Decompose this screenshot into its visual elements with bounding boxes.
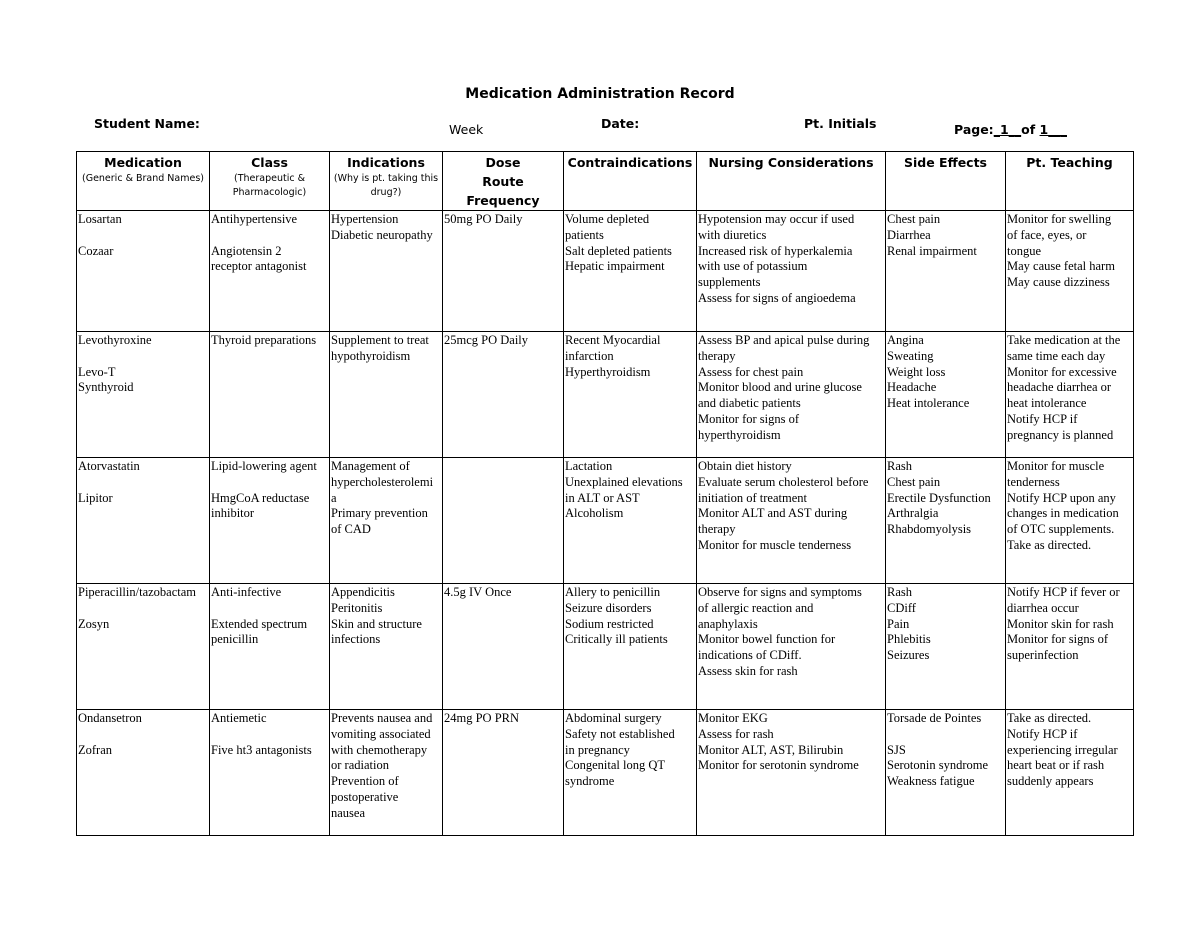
- brand-name: Synthyroid: [78, 380, 134, 395]
- nursing-line: Assess BP and apical pulse during: [698, 333, 870, 347]
- contraindication-line: Salt depleted patients: [565, 243, 672, 258]
- col-title-route: Route: [482, 174, 524, 189]
- page-total: 1___: [1039, 122, 1067, 137]
- medication-table: [76, 151, 1134, 836]
- indication-line: vomiting associated: [331, 726, 431, 741]
- nursing-line: with use of potassium: [698, 259, 808, 274]
- side-effect-line: Headache: [887, 380, 937, 395]
- side-effects-cell: [886, 710, 1006, 836]
- col-title: Medication: [104, 155, 182, 170]
- side-effect-line: Rhabdomyolysis: [887, 522, 972, 537]
- pt-teaching-cell: [1006, 332, 1134, 458]
- col-title-frequency: Frequency: [466, 193, 540, 208]
- nursing-line: supplements: [698, 275, 761, 290]
- pt-teaching-cell: [1006, 458, 1134, 584]
- spacer: [78, 228, 208, 244]
- indication-line: with chemotherapy: [331, 742, 428, 757]
- side-effect-line: SJS: [887, 742, 906, 757]
- contraindication-line: Hepatic impairment: [565, 259, 665, 274]
- blank-line: [887, 727, 1004, 743]
- side-effects-cell: [886, 458, 1006, 584]
- col-header-nursing: [697, 152, 886, 211]
- nursing-line: initiation of treatment: [698, 490, 807, 505]
- brand-name: Cozaar: [78, 243, 114, 258]
- indication-line: infections: [331, 632, 381, 647]
- teaching-line: heart beat or if rash: [1007, 758, 1105, 773]
- col-header-class: [210, 152, 330, 211]
- side-effect-line: Arthralgia: [887, 506, 939, 521]
- indication-line: Management of: [331, 459, 410, 473]
- side-effect-line: Heat intolerance: [887, 396, 970, 411]
- indications-cell: [330, 332, 443, 458]
- col-title: Class: [251, 155, 288, 170]
- contraindication-line: Abdominal surgery: [565, 711, 662, 725]
- pharmacologic-class: Five ht3 antagonists: [211, 742, 312, 757]
- class-cell: [210, 458, 330, 584]
- table-row: [77, 458, 1134, 584]
- table-body: [77, 211, 1134, 836]
- nursing-line: therapy: [698, 522, 736, 537]
- nursing-considerations-cell: [697, 458, 886, 584]
- medication-cell: [77, 710, 210, 836]
- indication-line: Skin and structure: [331, 616, 422, 631]
- class-cell: [210, 710, 330, 836]
- contraindication-line: Congenital long QT: [565, 758, 665, 773]
- indications-cell: [330, 211, 443, 332]
- nursing-considerations-cell: [697, 584, 886, 710]
- indications-cell: [330, 584, 443, 710]
- generic-name: Losartan: [78, 212, 122, 226]
- col-title: Pt. Teaching: [1026, 155, 1113, 170]
- page-of: of: [1021, 122, 1036, 137]
- teaching-line: Notify HCP if: [1007, 726, 1078, 741]
- teaching-line: superinfection: [1007, 648, 1079, 663]
- teaching-line: Monitor for excessive: [1007, 364, 1117, 379]
- col-subtitle: (Why is pt. taking this drug?): [333, 173, 439, 198]
- nursing-line: Monitor ALT, AST, Bilirubin: [698, 742, 844, 757]
- indication-line: or radiation: [331, 758, 389, 773]
- table-row: [77, 211, 1134, 332]
- teaching-line: experiencing irregular: [1007, 742, 1118, 757]
- nursing-line: Observe for signs and symptoms: [698, 585, 862, 599]
- teaching-line: Notify HCP if: [1007, 411, 1078, 426]
- dose-cell: [443, 458, 564, 584]
- spacer: [211, 475, 328, 491]
- col-header-indications: [330, 152, 443, 211]
- dose-cell: [443, 211, 564, 332]
- page-current: _1__: [993, 122, 1022, 137]
- pt-teaching-cell: [1006, 710, 1134, 836]
- indication-line: hypothyroidism: [331, 348, 411, 363]
- indication-line: Prevention of: [331, 774, 399, 789]
- col-header-contraindications: [564, 152, 697, 211]
- col-title: Nursing Considerations: [708, 155, 874, 170]
- therapeutic-class: Antihypertensive: [211, 212, 298, 226]
- table-row: [77, 332, 1134, 458]
- medication-cell: [77, 458, 210, 584]
- nursing-line: Monitor bowel function for: [698, 632, 836, 647]
- generic-name: Atorvastatin: [78, 459, 140, 473]
- therapeutic-class: Anti-infective: [211, 585, 282, 599]
- pharmacologic-class: receptor antagonist: [211, 259, 307, 274]
- student-name-label: Student Name:: [94, 116, 200, 131]
- side-effect-line: Phlebitis: [887, 632, 931, 647]
- nursing-line: Obtain diet history: [698, 459, 792, 473]
- side-effect-line: Sweating: [887, 348, 934, 363]
- brand-name: Zosyn: [78, 616, 110, 631]
- indication-line: of CAD: [331, 522, 371, 537]
- teaching-line: May cause fetal harm: [1007, 259, 1115, 274]
- side-effect-line: Erectile Dysfunction: [887, 490, 991, 505]
- indication-line: a: [331, 490, 337, 505]
- generic-name: Piperacillin/tazobactam: [78, 585, 197, 599]
- spacer: [211, 228, 328, 244]
- contraindication-line: Critically ill patients: [565, 632, 668, 647]
- indications-cell: [330, 458, 443, 584]
- page-indicator: [954, 122, 1067, 137]
- side-effect-line: Renal impairment: [887, 243, 977, 258]
- indication-line: Diabetic neuropathy: [331, 227, 433, 242]
- side-effect-line: Chest pain: [887, 474, 941, 489]
- nursing-line: indications of CDiff.: [698, 648, 802, 663]
- col-subtitle: (Generic & Brand Names): [82, 173, 204, 184]
- contraindications-cell: [564, 584, 697, 710]
- pt-initials-label: Pt. Initials: [804, 116, 877, 131]
- week-label: Week: [449, 122, 484, 137]
- side-effect-line: Torsade de Pointes: [887, 711, 982, 725]
- contraindication-line: in ALT or AST: [565, 490, 640, 505]
- dose-route-frequency: 50mg PO Daily: [444, 212, 523, 226]
- teaching-line: of OTC supplements.: [1007, 522, 1115, 537]
- teaching-line: May cause dizziness: [1007, 275, 1110, 290]
- nursing-line: Assess skin for rash: [698, 663, 798, 678]
- side-effect-line: CDiff: [887, 600, 916, 615]
- therapeutic-class: Thyroid preparations: [211, 333, 317, 347]
- spacer: [78, 727, 208, 743]
- teaching-line: Monitor for swelling: [1007, 212, 1112, 226]
- medication-cell: [77, 584, 210, 710]
- class-cell: [210, 584, 330, 710]
- nursing-line: Monitor EKG: [698, 711, 768, 725]
- dose-cell: [443, 332, 564, 458]
- side-effects-cell: [886, 211, 1006, 332]
- nursing-considerations-cell: [697, 211, 886, 332]
- side-effect-line: Rash: [887, 459, 912, 473]
- side-effects-cell: [886, 584, 1006, 710]
- nursing-line: anaphylaxis: [698, 616, 758, 631]
- col-header-dose: [443, 152, 564, 211]
- contraindications-cell: [564, 710, 697, 836]
- contraindication-line: Allery to penicillin: [565, 585, 661, 599]
- side-effect-line: Weakness fatigue: [887, 774, 975, 789]
- brand-name: Zofran: [78, 742, 113, 757]
- therapeutic-class: Antiemetic: [211, 711, 267, 725]
- teaching-line: Take as directed.: [1007, 711, 1092, 725]
- pharmacologic-class: Angiotensin 2: [211, 243, 282, 258]
- indication-line: Prevents nausea and: [331, 711, 433, 725]
- nursing-line: Monitor for signs of: [698, 411, 800, 426]
- side-effect-line: Serotonin syndrome: [887, 758, 989, 773]
- contraindication-line: in pregnancy: [565, 742, 630, 757]
- dose-route-frequency: 24mg PO PRN: [444, 711, 520, 725]
- indication-line: Hypertension: [331, 212, 399, 226]
- nursing-line: Monitor for serotonin syndrome: [698, 758, 859, 773]
- contraindication-line: Recent Myocardial: [565, 333, 661, 347]
- teaching-line: diarrhea occur: [1007, 600, 1079, 615]
- col-header-teaching: [1006, 152, 1134, 211]
- brand-name: Levo-T: [78, 364, 116, 379]
- medication-cell: [77, 332, 210, 458]
- dose-cell: [443, 710, 564, 836]
- side-effect-line: Chest pain: [887, 212, 941, 226]
- indication-line: Peritonitis: [331, 600, 383, 615]
- col-title: Indications: [347, 155, 425, 170]
- teaching-line: of face, eyes, or: [1007, 227, 1087, 242]
- therapeutic-class: Lipid-lowering agent: [211, 459, 317, 473]
- teaching-line: Monitor skin for rash: [1007, 616, 1114, 631]
- nursing-considerations-cell: [697, 710, 886, 836]
- nursing-line: Monitor for muscle tenderness: [698, 537, 852, 552]
- spacer: [78, 475, 208, 491]
- side-effect-line: Seizures: [887, 648, 930, 663]
- pharmacologic-class: HmgCoA reductase: [211, 490, 310, 505]
- contraindication-line: Safety not established: [565, 726, 675, 741]
- nursing-line: with diuretics: [698, 227, 767, 242]
- contraindications-cell: [564, 211, 697, 332]
- document-title: Medication Administration Record: [465, 86, 735, 102]
- pharmacologic-class: Extended spectrum: [211, 616, 308, 631]
- col-title: Dose: [485, 155, 521, 170]
- teaching-line: Monitor for muscle: [1007, 459, 1105, 473]
- nursing-line: Hypotension may occur if used: [698, 212, 855, 226]
- teaching-line: tenderness: [1007, 474, 1060, 489]
- teaching-line: Take as directed.: [1007, 537, 1092, 552]
- contraindications-cell: [564, 458, 697, 584]
- spacer: [78, 349, 208, 365]
- col-header-side-effects: [886, 152, 1006, 211]
- teaching-line: tongue: [1007, 243, 1042, 258]
- side-effect-line: Weight loss: [887, 364, 946, 379]
- page-label: Page:: [954, 122, 994, 137]
- nursing-line: Monitor blood and urine glucose: [698, 380, 862, 395]
- col-subtitle: (Therapeutic & Pharmacologic): [232, 173, 307, 198]
- col-title: Side Effects: [903, 155, 988, 170]
- spacer: [211, 601, 328, 617]
- teaching-line: suddenly appears: [1007, 774, 1094, 789]
- pharmacologic-class: penicillin: [211, 632, 259, 647]
- teaching-line: same time each day: [1007, 348, 1106, 363]
- nursing-line: Evaluate serum cholesterol before: [698, 474, 869, 489]
- header-row: [77, 152, 1134, 211]
- contraindication-line: infarction: [565, 348, 614, 363]
- teaching-line: pregnancy is planned: [1007, 427, 1114, 442]
- nursing-line: and diabetic patients: [698, 396, 801, 411]
- medication-cell: [77, 211, 210, 332]
- nursing-considerations-cell: [697, 332, 886, 458]
- pharmacologic-class: inhibitor: [211, 506, 255, 521]
- indication-line: Supplement to treat: [331, 333, 429, 347]
- nursing-line: of allergic reaction and: [698, 600, 814, 615]
- class-cell: [210, 332, 330, 458]
- contraindication-line: Sodium restricted: [565, 616, 654, 631]
- spacer: [211, 727, 328, 743]
- indication-line: Appendicitis: [331, 585, 395, 599]
- contraindication-line: Volume depleted: [565, 212, 650, 226]
- side-effect-line: Rash: [887, 585, 912, 599]
- side-effects-cell: [886, 332, 1006, 458]
- contraindication-line: Lactation: [565, 459, 613, 473]
- contraindication-line: Hyperthyroidism: [565, 364, 651, 379]
- contraindications-cell: [564, 332, 697, 458]
- date-label: Date:: [601, 116, 640, 131]
- nursing-line: therapy: [698, 348, 736, 363]
- indications-cell: [330, 710, 443, 836]
- generic-name: Levothyroxine: [78, 333, 152, 347]
- teaching-line: Monitor for signs of: [1007, 632, 1109, 647]
- teaching-line: changes in medication: [1007, 506, 1119, 521]
- contraindication-line: syndrome: [565, 774, 615, 789]
- indication-line: postoperative: [331, 789, 399, 804]
- generic-name: Ondansetron: [78, 711, 142, 725]
- col-title: Contraindications: [567, 155, 693, 170]
- dose-route-frequency: 4.5g IV Once: [444, 585, 512, 599]
- side-effect-line: Angina: [887, 333, 924, 347]
- nursing-line: Assess for chest pain: [698, 364, 804, 379]
- indication-line: Primary prevention: [331, 506, 428, 521]
- side-effect-line: Diarrhea: [887, 227, 931, 242]
- contraindication-line: patients: [565, 227, 604, 242]
- nursing-line: hyperthyroidism: [698, 427, 781, 442]
- brand-name: Lipitor: [78, 490, 113, 505]
- table-row: [77, 710, 1134, 836]
- nursing-line: Assess for rash: [698, 726, 774, 741]
- teaching-line: Notify HCP upon any: [1007, 490, 1116, 505]
- nursing-line: Monitor ALT and AST during: [698, 506, 848, 521]
- nursing-line: Increased risk of hyperkalemia: [698, 243, 853, 258]
- contraindication-line: Seizure disorders: [565, 600, 652, 615]
- contraindication-line: Unexplained elevations: [565, 474, 683, 489]
- spacer: [78, 601, 208, 617]
- pt-teaching-cell: [1006, 584, 1134, 710]
- dose-cell: [443, 584, 564, 710]
- contraindication-line: Alcoholism: [565, 506, 624, 521]
- teaching-line: headache diarrhea or: [1007, 380, 1112, 395]
- indication-line: nausea: [331, 805, 366, 820]
- teaching-line: Notify HCP if fever or: [1007, 585, 1120, 599]
- side-effect-line: Pain: [887, 616, 910, 631]
- class-cell: [210, 211, 330, 332]
- indication-line: hypercholesterolemi: [331, 474, 434, 489]
- nursing-line: Assess for signs of angioedema: [698, 290, 856, 305]
- table-row: [77, 584, 1134, 710]
- col-header-medication: [77, 152, 210, 211]
- teaching-line: Take medication at the: [1007, 333, 1121, 347]
- pt-teaching-cell: [1006, 211, 1134, 332]
- dose-route-frequency: 25mcg PO Daily: [444, 333, 529, 347]
- teaching-line: heat intolerance: [1007, 396, 1087, 411]
